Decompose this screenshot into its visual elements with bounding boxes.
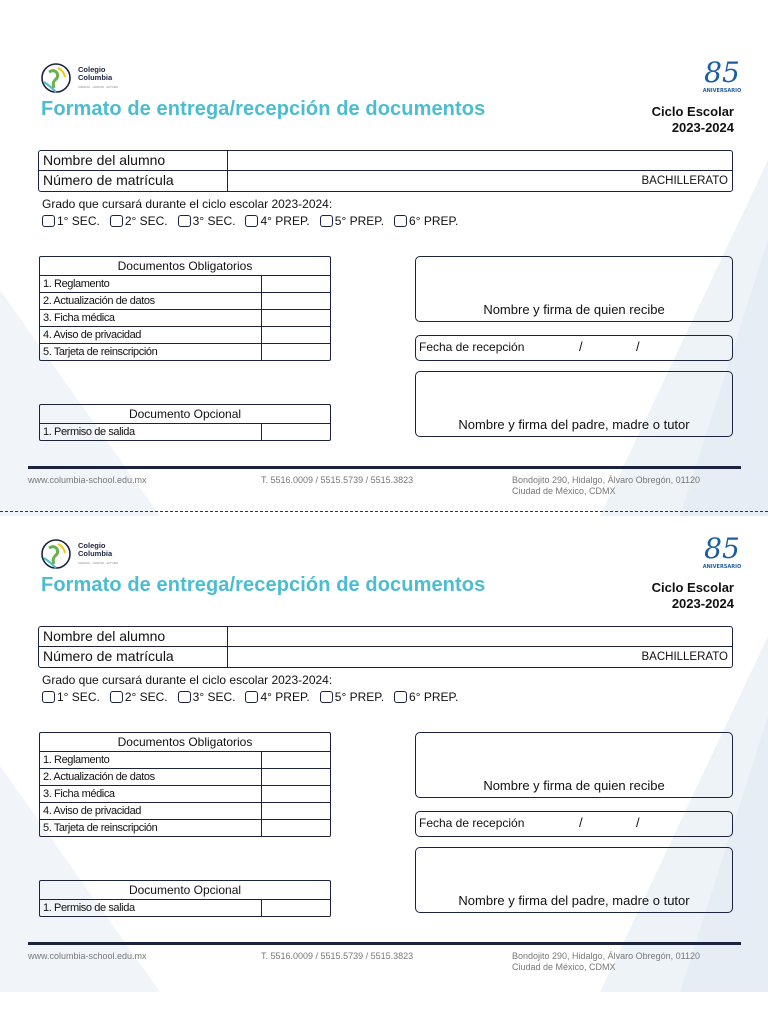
document-label: 3. Ficha médica	[43, 312, 115, 324]
mandatory-documents-table	[39, 732, 331, 837]
grade-option[interactable]	[394, 214, 458, 228]
document-row[interactable]	[40, 820, 330, 836]
optional-documents-table	[39, 404, 331, 441]
document-label: 5. Tarjeta de reinscripción	[43, 822, 158, 834]
grade-option-label: 5° PREP.	[334, 690, 385, 704]
check-cell	[261, 327, 262, 343]
checkbox[interactable]	[110, 215, 123, 227]
student-id-label: Número de matrícula	[43, 172, 174, 188]
anniversary-logo	[698, 54, 746, 98]
document-label: 4. Aviso de privacidad	[43, 329, 142, 341]
document-label: 1. Reglamento	[43, 278, 110, 290]
document-row[interactable]	[40, 276, 330, 293]
check-cell	[261, 769, 262, 785]
globe-icon	[40, 62, 72, 94]
parent-signature-box[interactable]	[415, 371, 733, 437]
school-cycle	[600, 104, 734, 136]
checkbox[interactable]	[245, 215, 258, 227]
check-cell	[261, 344, 262, 360]
checkbox[interactable]	[42, 691, 55, 703]
grade-prompt: Grado que cursará durante el ciclo escolar 2023-2024:	[42, 673, 333, 687]
footer-address	[512, 951, 700, 973]
grade-option[interactable]	[245, 214, 309, 228]
anniversary-number: 85	[704, 56, 740, 89]
document-row[interactable]	[40, 344, 330, 360]
parent-signature-label: Nombre y firma del padre, madre o tutor	[458, 893, 690, 908]
document-label: 4. Aviso de privacidad	[43, 805, 142, 817]
grade-options	[42, 214, 458, 228]
level-value: BACHILLERATO	[641, 651, 728, 663]
form-sheet-2	[0, 516, 768, 992]
anniversary-label: ANIVERSARIO	[702, 88, 742, 94]
mandatory-documents-table	[39, 256, 331, 361]
document-row[interactable]	[40, 293, 330, 310]
student-info-table	[38, 150, 733, 192]
document-row[interactable]	[40, 803, 330, 820]
check-cell	[261, 276, 262, 292]
student-id-row[interactable]	[39, 647, 732, 666]
check-cell	[261, 752, 262, 768]
check-cell	[261, 424, 262, 440]
student-info-table	[38, 626, 733, 668]
school-name-line1: Colegio	[78, 64, 106, 74]
grade-option-label: 3° SEC.	[192, 214, 236, 228]
footer-address-line2: Ciudad de México, CDMX	[512, 486, 616, 496]
checkbox[interactable]	[394, 691, 407, 703]
parent-signature-label: Nombre y firma del padre, madre o tutor	[458, 417, 690, 432]
cut-line	[0, 511, 768, 512]
document-row[interactable]	[40, 769, 330, 786]
school-name	[78, 66, 118, 91]
footer-address	[512, 475, 700, 497]
checkbox[interactable]	[394, 215, 407, 227]
date-separator: /	[579, 339, 583, 354]
optional-documents-table	[39, 880, 331, 917]
cycle-label: Ciclo Escolar	[651, 104, 734, 119]
school-name-line2: Columbia	[78, 548, 113, 558]
mandatory-header: Documentos Obligatorios	[40, 733, 330, 752]
column-divider	[227, 627, 228, 667]
grade-option[interactable]	[110, 690, 168, 704]
optional-header: Documento Opcional	[40, 881, 330, 900]
student-name-label: Nombre del alumno	[43, 152, 166, 168]
date-separator: /	[579, 815, 583, 830]
mandatory-header: Documentos Obligatorios	[40, 257, 330, 276]
date-separator: /	[636, 815, 640, 830]
school-cycle	[600, 580, 734, 612]
check-cell	[261, 310, 262, 326]
student-name-row[interactable]	[39, 627, 732, 647]
student-id-label: Número de matrícula	[43, 648, 174, 664]
parent-signature-box[interactable]	[415, 847, 733, 913]
school-tagline: CIENCIA · HONOR · ALTURA	[78, 84, 118, 89]
student-id-row[interactable]	[39, 171, 732, 190]
grade-option[interactable]	[245, 690, 309, 704]
grade-option[interactable]	[178, 690, 236, 704]
form-title: Formato de entrega/recepción de documentos	[41, 574, 486, 596]
document-row[interactable]	[40, 327, 330, 344]
grade-options	[42, 690, 458, 704]
school-tagline: CIENCIA · HONOR · ALTURA	[78, 560, 118, 565]
receiver-signature-label: Nombre y firma de quien recibe	[483, 778, 665, 793]
document-label: 1. Reglamento	[43, 754, 110, 766]
footer-phones: T. 5516.0009 / 5515.5739 / 5515.3823	[261, 475, 414, 485]
optional-header: Documento Opcional	[40, 405, 330, 424]
footer-phones: T. 5516.0009 / 5515.5739 / 5515.3823	[261, 951, 414, 961]
grade-option-label: 4° PREP.	[260, 214, 310, 228]
receiver-signature-box[interactable]	[415, 732, 733, 798]
date-separator: /	[636, 339, 640, 354]
grade-option-label: 2° SEC.	[124, 214, 168, 228]
checkbox[interactable]	[110, 691, 123, 703]
check-cell	[261, 820, 262, 836]
document-row[interactable]	[40, 424, 330, 440]
check-cell	[261, 293, 262, 309]
document-row[interactable]	[40, 752, 330, 769]
grade-option-label: 4° PREP.	[260, 690, 310, 704]
grade-option-label: 5° PREP.	[334, 214, 385, 228]
anniversary-logo	[698, 530, 746, 574]
form-title: Formato de entrega/recepción de documentos	[41, 98, 486, 120]
school-name-line2: Columbia	[78, 72, 113, 82]
checkbox[interactable]	[178, 691, 191, 703]
grade-option-label: 3° SEC.	[192, 690, 236, 704]
grade-option-label: 1° SEC.	[57, 214, 100, 228]
grade-option[interactable]	[394, 690, 458, 704]
cycle-label: Ciclo Escolar	[651, 580, 734, 595]
footer-website: www.columbia-school.edu.mx	[28, 951, 147, 961]
grade-option[interactable]	[320, 690, 384, 704]
document-label: 3. Ficha médica	[43, 788, 115, 800]
checkbox[interactable]	[245, 691, 258, 703]
checkbox[interactable]	[42, 215, 55, 227]
footer-address-line2: Ciudad de México, CDMX	[512, 962, 616, 972]
footer-address-line1: Bondojito 290, Hidalgo, Álvaro Obregón, 01120	[512, 951, 700, 961]
grade-option[interactable]	[42, 690, 100, 704]
reception-date-label: Fecha de recepción	[419, 816, 525, 830]
form-sheet-1	[0, 40, 768, 516]
student-name-row[interactable]	[39, 151, 732, 171]
cycle-years: 2023-2024	[671, 596, 734, 611]
receiver-signature-label: Nombre y firma de quien recibe	[483, 302, 665, 317]
school-logo	[40, 60, 118, 96]
school-name-line1: Colegio	[78, 540, 106, 550]
globe-icon	[40, 538, 72, 570]
school-logo	[40, 536, 118, 572]
checkbox[interactable]	[320, 215, 333, 227]
grade-prompt: Grado que cursará durante el ciclo escolar 2023-2024:	[42, 197, 333, 211]
document-row[interactable]	[40, 900, 330, 916]
checkbox[interactable]	[320, 691, 333, 703]
grade-option-label: 6° PREP.	[409, 690, 459, 704]
checkbox[interactable]	[178, 215, 191, 227]
footer-website: www.columbia-school.edu.mx	[28, 475, 147, 485]
footer-divider	[28, 942, 741, 945]
document-label: 5. Tarjeta de reinscripción	[43, 346, 158, 358]
check-cell	[261, 786, 262, 802]
receiver-signature-box[interactable]	[415, 256, 733, 322]
footer-divider	[28, 466, 741, 469]
column-divider	[227, 151, 228, 191]
grade-option[interactable]	[110, 214, 168, 228]
document-label: 1. Permiso de salida	[43, 902, 135, 914]
document-row[interactable]	[40, 786, 330, 803]
footer-address-line1: Bondojito 290, Hidalgo, Álvaro Obregón, 01120	[512, 475, 700, 485]
anniversary-label: ANIVERSARIO	[702, 564, 742, 570]
document-label: 2. Actualización de datos	[43, 771, 155, 783]
student-name-label: Nombre del alumno	[43, 628, 166, 644]
grade-option[interactable]	[42, 214, 100, 228]
grade-option[interactable]	[178, 214, 236, 228]
document-row[interactable]	[40, 310, 330, 327]
grade-option[interactable]	[320, 214, 384, 228]
grade-option-label: 1° SEC.	[57, 690, 100, 704]
check-cell	[261, 803, 262, 819]
level-value: BACHILLERATO	[641, 175, 728, 187]
reception-date-field[interactable]	[415, 335, 733, 361]
reception-date-field[interactable]	[415, 811, 733, 837]
document-label: 1. Permiso de salida	[43, 426, 135, 438]
grade-option-label: 6° PREP.	[409, 214, 459, 228]
document-label: 2. Actualización de datos	[43, 295, 155, 307]
grade-option-label: 2° SEC.	[124, 690, 168, 704]
anniversary-number: 85	[704, 532, 740, 565]
school-name	[78, 542, 118, 567]
check-cell	[261, 900, 262, 916]
reception-date-label: Fecha de recepción	[419, 340, 525, 354]
cycle-years: 2023-2024	[671, 120, 734, 135]
